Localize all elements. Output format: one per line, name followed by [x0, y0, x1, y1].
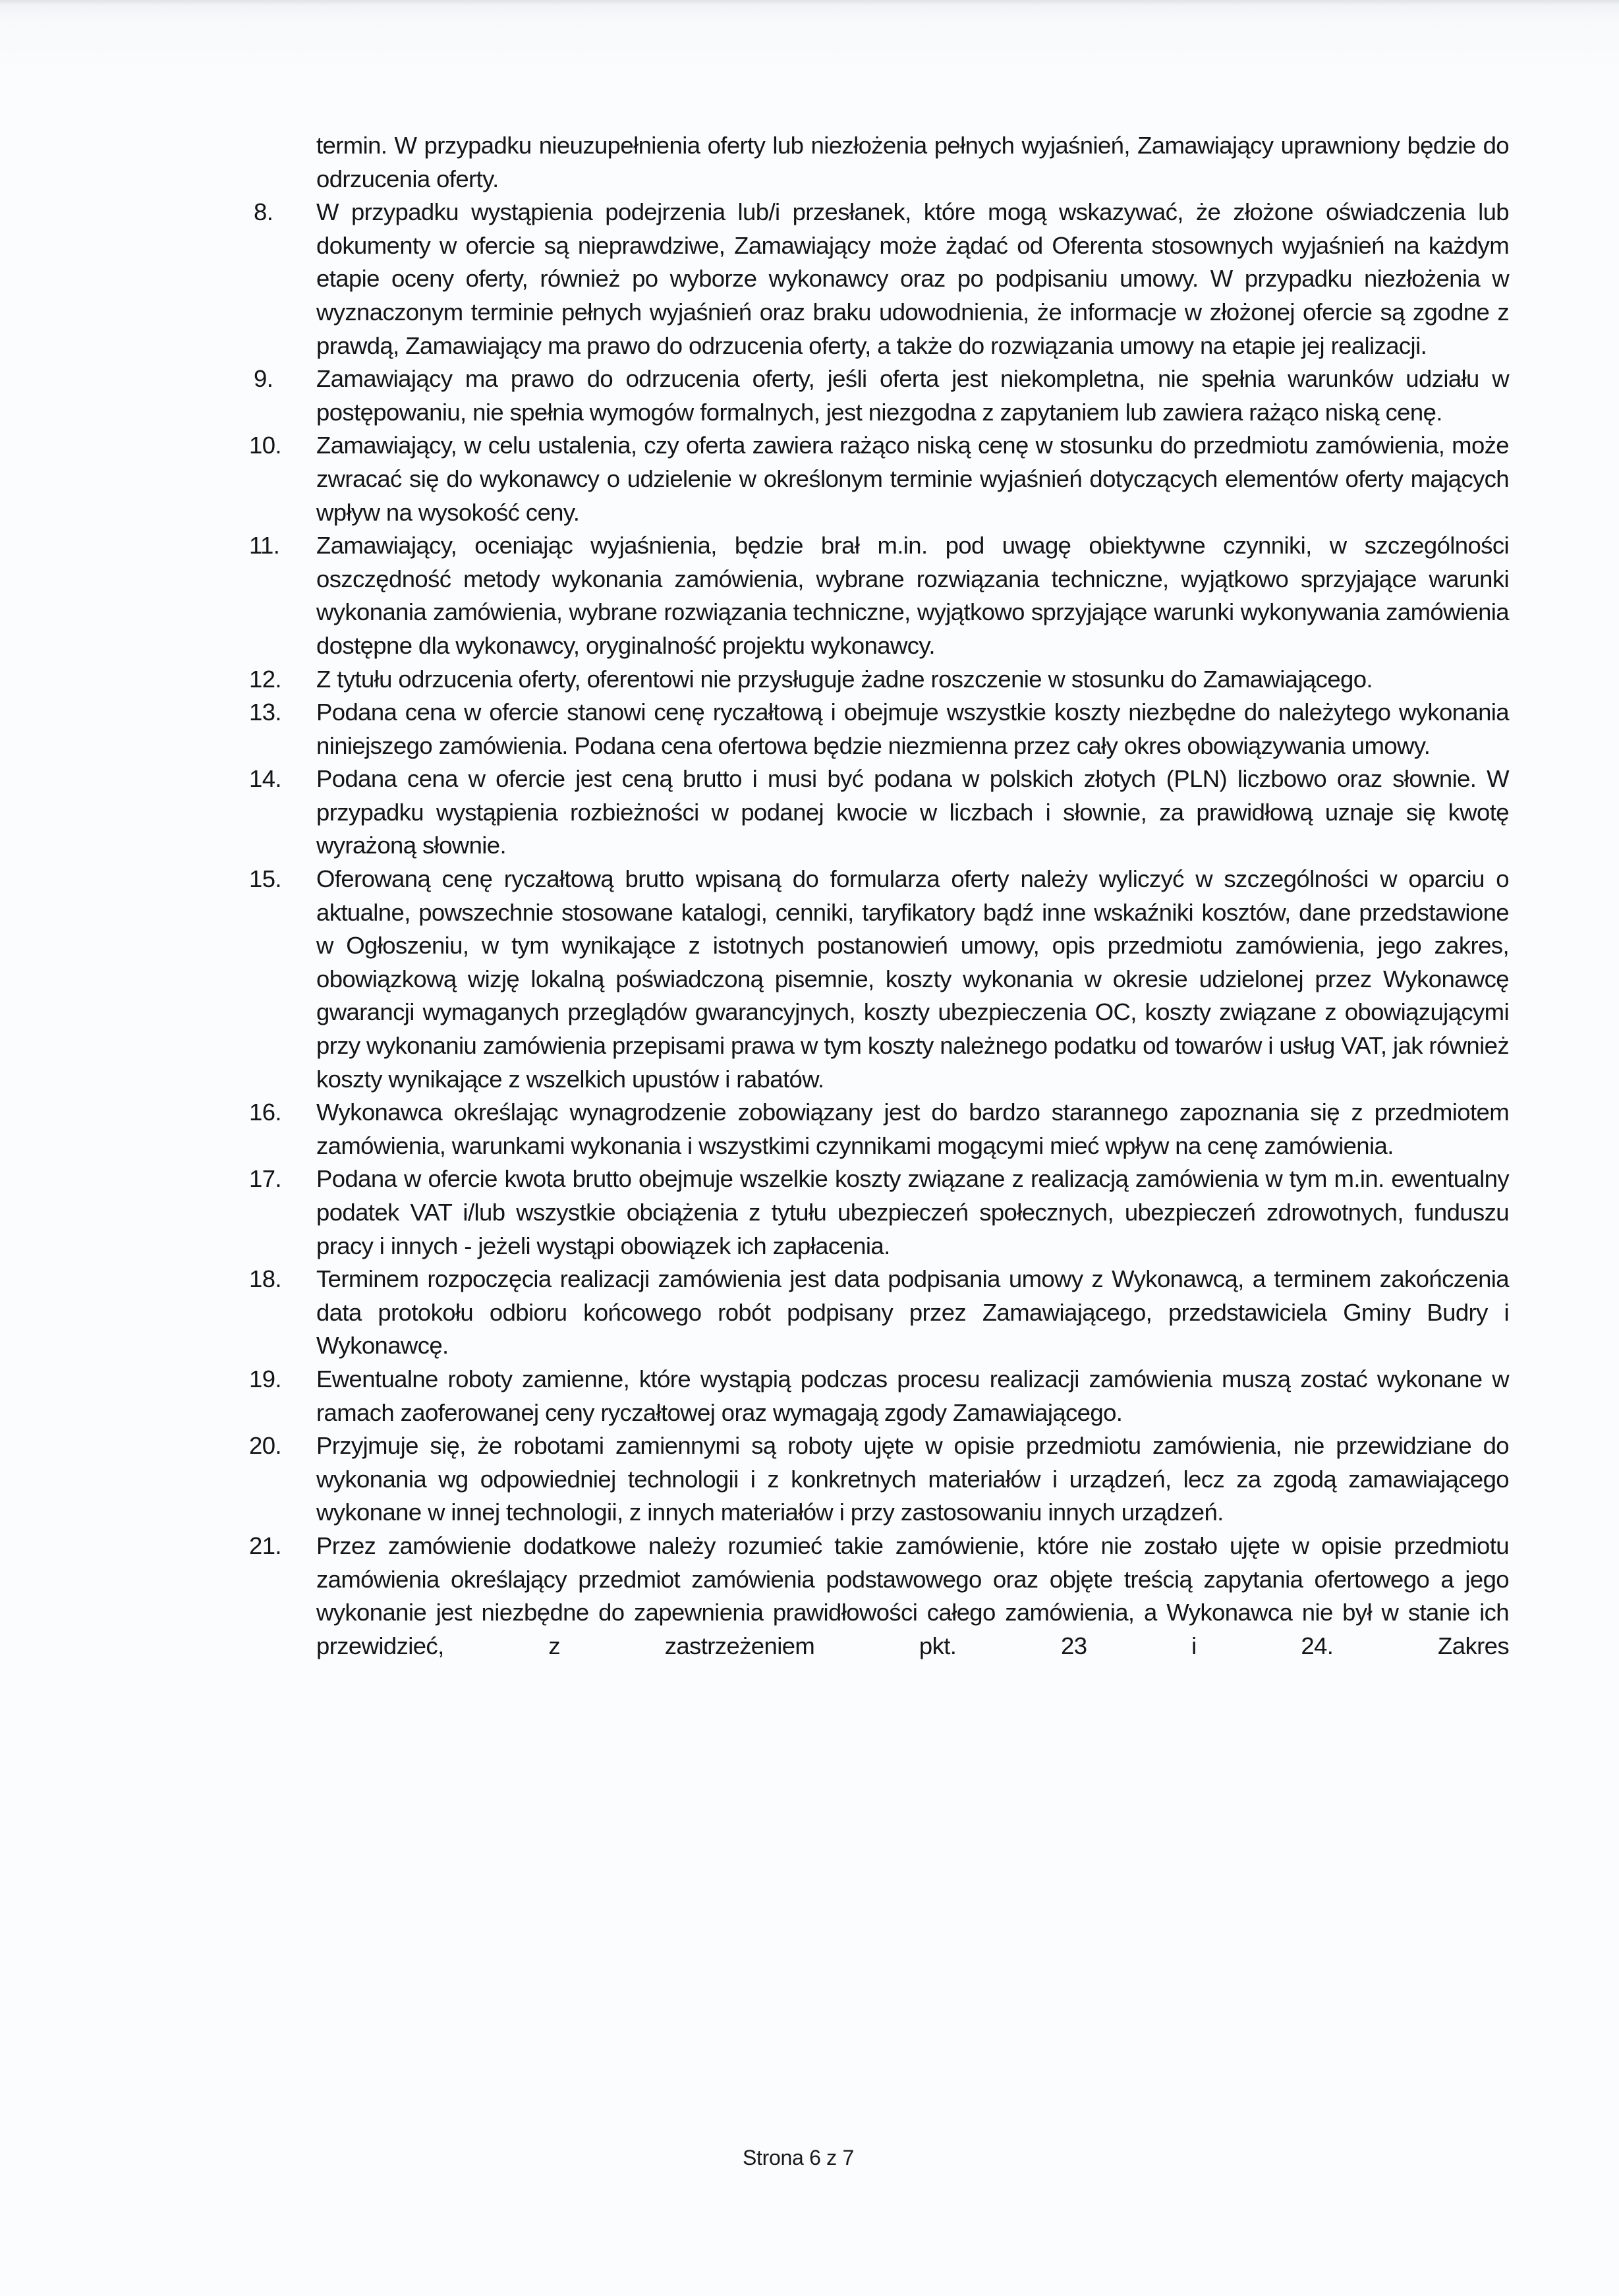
page-footer	[0, 2144, 1619, 2171]
item-number: 18.	[249, 1265, 281, 1293]
item-number: 15.	[249, 865, 281, 893]
item-number: 12.	[249, 665, 281, 693]
list-item-15	[249, 863, 1509, 1096]
item-number: 9.	[254, 365, 273, 393]
item-text: Podana cena w ofercie jest ceną brutto i musi być podana w polskich złotych (PLN) liczbowo oraz słownie. W przypadku wystąpienia rozbieżności w podanej kwocie w liczbach i słownie, za prawidłową uznaje się kwotę wyrażoną słownie.	[316, 765, 1509, 859]
list-item-20	[249, 1429, 1509, 1530]
item-text: Przyjmuje się, że robotami zamiennymi są roboty ujęte w opisie przedmiotu zamówienia, nie przewidziane do wykonania wg odpowiedniej technologii i z konkretnych materiałów i urządzeń, lecz za zgodą zamawiającego wykonane w innej technologii, z innych materiałów i przy zastosowaniu innych urządzeń.	[316, 1432, 1509, 1526]
item-number: 16.	[249, 1099, 281, 1126]
item-text: Zamawiający, oceniając wyjaśnienia, będzie brał m.in. pod uwagę obiektywne czynniki, w szczególności oszczędność metody wykonania zamówienia, wybrane rozwiązania techniczne, wyjątkowo sprzyjające warunki wykonania zamówienia, wybrane rozwiązania techniczne, wyjątkowo sprzyjające warunki wykonywania zamówienia dostępne dla wykonawcy, oryginalność projektu wykonawcy.	[316, 532, 1509, 659]
list-item-14	[249, 762, 1509, 863]
item-number: 11.	[249, 532, 280, 560]
item-text: Zamawiający ma prawo do odrzucenia oferty, jeśli oferta jest niekompletna, nie spełnia warunków udziału w postępowaniu, nie spełnia wymogów formalnych, jest niezgodna z zapytaniem lub zawiera rażąco niską cenę.	[316, 365, 1509, 426]
item-number: 20.	[249, 1432, 281, 1460]
item-text: Zamawiający, w celu ustalenia, czy oferta zawiera rażąco niską cenę w stosunku do przedmiotu zamówienia, może zwracać się do wykonawcy o udzielenie w określonym terminie wyjaśnień dotyczących elementów oferty mających wpływ na wysokość ceny.	[316, 432, 1509, 526]
item-number: 10.	[249, 432, 281, 459]
item-number: 8.	[254, 198, 273, 226]
list-item-7-continuation	[249, 129, 1509, 196]
item-number: 13.	[249, 699, 281, 726]
list-item-8	[249, 196, 1509, 362]
page-number: Strona 6 z 7	[743, 2146, 854, 2169]
item-text: Z tytułu odrzucenia oferty, oferentowi nie przysługuje żadne roszczenie w stosunku do Zamawiającego.	[316, 665, 1373, 693]
item-number: 21.	[249, 1532, 281, 1559]
list-item-17	[249, 1162, 1509, 1263]
item-text: Podana w ofercie kwota brutto obejmuje wszelkie koszty związane z realizacją zamówienia w tym m.in. ewentualny podatek VAT i/lub wszystkie obciążenia z tytułu ubezpieczeń społecznych, ubezpieczeń zdrowotnych, funduszu pracy i innych - jeżeli wystąpi obowiązek ich zapłacenia.	[316, 1165, 1509, 1259]
item-text: Ewentualne roboty zamienne, które wystąpią podczas procesu realizacji zamówienia muszą zostać wykonane w ramach zaoferowanej ceny ryczałtowej oraz wymagają zgody Zamawiającego.	[316, 1365, 1509, 1426]
item-text: Terminem rozpoczęcia realizacji zamówienia jest data podpisania umowy z Wykonawcą, a terminem zakończenia data protokołu odbioru końcowego robót podpisany przez Zamawiającego, przedstawiciela Gminy Budry i Wykonawcę.	[316, 1265, 1509, 1360]
list-item-18	[249, 1263, 1509, 1363]
item-text: W przypadku wystąpienia podejrzenia lub/i przesłanek, które mogą wskazywać, że złożone oświadczenia lub dokumenty w ofercie są nieprawdziwe, Zamawiający może żądać od Oferenta stosownych wyjaśnień na każdym etapie oceny oferty, również po wyborze wykonawcy oraz po podpisaniu umowy. W przypadku niezłożenia w wyznaczonym terminie pełnych wyjaśnień oraz braku udowodnienia, że informacje w złożonej ofercie są zgodne z prawdą, Zamawiający ma prawo do odrzucenia oferty, a także do rozwiązania umowy na etapie jej realizacji.	[316, 198, 1509, 359]
list-item-16	[249, 1096, 1509, 1162]
list-item-12	[249, 663, 1509, 697]
item-number: 14.	[249, 765, 281, 793]
item-text: termin. W przypadku nieuzupełnienia oferty lub niezłożenia pełnych wyjaśnień, Zamawiający uprawniony będzie do odrzucenia oferty.	[316, 132, 1509, 192]
item-number: 17.	[249, 1165, 281, 1193]
list-item-11	[249, 529, 1509, 662]
list-item-9	[249, 362, 1509, 429]
list-item-10	[249, 429, 1509, 529]
scan-edge	[0, 0, 1619, 5]
list-item-21	[249, 1530, 1509, 1663]
item-number: 19.	[249, 1365, 281, 1392]
item-text: Oferowaną cenę ryczałtową brutto wpisaną do formularza oferty należy wyliczyć w szczególności w oparciu o aktualne, powszechnie stosowane katalogi, cenniki, taryfikatory bądź inne wskaźniki kosztów, dane przedstawione w Ogłoszeniu, w tym wynikające z istotnych postanowień umowy, opis przedmiotu zamówienia, jego zakres, obowiązkową wizję lokalną poświadczoną pisemnie, koszty wykonania w okresie udzielonej przez Wykonawcę gwarancji wymaganych przeglądów gwarancyjnych, koszty ubezpieczenia OC, koszty związane z obowiązującymi przy wykonaniu zamówienia przepisami prawa w tym koszty należnego podatku od towarów i usług VAT, jak również koszty wynikające z wszelkich upustów i rabatów.	[316, 865, 1509, 1093]
numbered-list	[249, 129, 1509, 1663]
item-text: Wykonawca określając wynagrodzenie zobowiązany jest do bardzo starannego zapoznania się z przedmiotem zamówienia, warunkami wykonania i wszystkimi czynnikami mogącymi mieć wpływ na cenę zamówienia.	[316, 1099, 1509, 1159]
list-item-13	[249, 696, 1509, 762]
list-item-19	[249, 1363, 1509, 1429]
item-text: Przez zamówienie dodatkowe należy rozumieć takie zamówienie, które nie zostało ujęte w opisie przedmiotu zamówienia określający przedmiot zamówienia podstawowego oraz objęte treścią zapytania ofertowego a jego wykonanie jest niezbędne do zapewnienia prawidłowości całego zamówienia, a Wykonawca nie był w stanie ich przewidzieć, z zastrzeżeniem pkt. 23 i 24. Zakres	[316, 1532, 1509, 1659]
item-text: Podana cena w ofercie stanowi cenę ryczałtową i obejmuje wszystkie koszty niezbędne do należytego wykonania niniejszego zamówienia. Podana cena ofertowa będzie niezmienna przez cały okres obowiązywania umowy.	[316, 699, 1509, 759]
